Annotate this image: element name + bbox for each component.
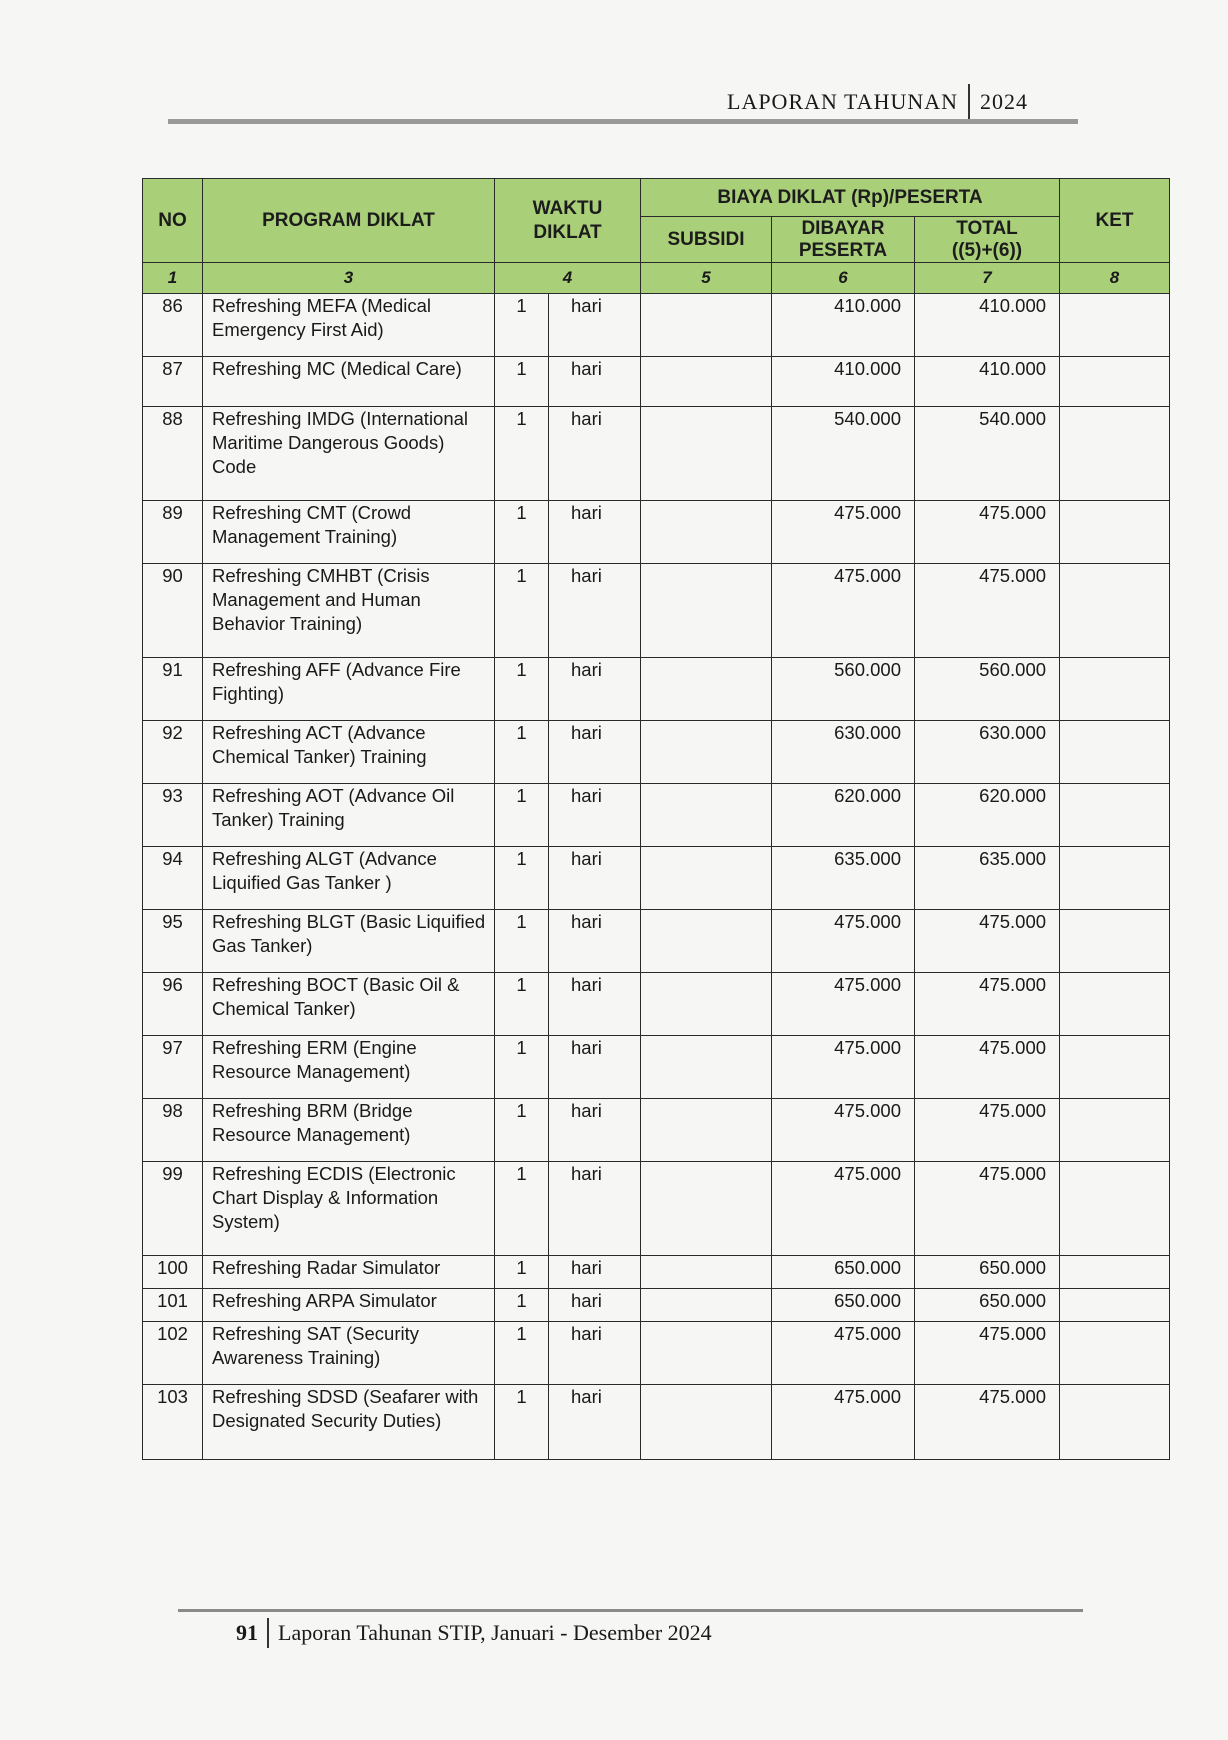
duration-qty: 1 bbox=[495, 1036, 549, 1099]
program-name: Refreshing ALGT (Advance Liquified Gas Tanker ) bbox=[203, 847, 495, 910]
duration-qty: 1 bbox=[495, 1322, 549, 1385]
header-title: LAPORAN TAHUNAN bbox=[727, 89, 959, 114]
duration-unit: hari bbox=[549, 564, 641, 658]
duration-unit: hari bbox=[549, 501, 641, 564]
subsidi-value bbox=[641, 1036, 772, 1099]
ket-value bbox=[1060, 501, 1170, 564]
total-value: 410.000 bbox=[915, 357, 1060, 407]
ket-value bbox=[1060, 1162, 1170, 1256]
duration-qty: 1 bbox=[495, 294, 549, 357]
dibayar-value: 475.000 bbox=[772, 973, 915, 1036]
table-body bbox=[143, 294, 1170, 1460]
ket-value bbox=[1060, 973, 1170, 1036]
subsidi-value bbox=[641, 1289, 772, 1322]
table-row bbox=[143, 1099, 1170, 1162]
row-number: 103 bbox=[143, 1385, 203, 1460]
ket-value bbox=[1060, 658, 1170, 721]
total-value: 635.000 bbox=[915, 847, 1060, 910]
dibayar-value: 475.000 bbox=[772, 564, 915, 658]
index-cell: 8 bbox=[1060, 263, 1170, 294]
duration-qty: 1 bbox=[495, 847, 549, 910]
index-cell: 3 bbox=[203, 263, 495, 294]
total-value: 630.000 bbox=[915, 721, 1060, 784]
subsidi-value bbox=[641, 1322, 772, 1385]
duration-qty: 1 bbox=[495, 658, 549, 721]
footer-page-number: 91 bbox=[236, 1620, 258, 1645]
program-name: Refreshing BOCT (Basic Oil & Chemical Tanker) bbox=[203, 973, 495, 1036]
total-value: 475.000 bbox=[915, 1099, 1060, 1162]
duration-unit: hari bbox=[549, 1256, 641, 1289]
subsidi-value bbox=[641, 910, 772, 973]
dibayar-value: 650.000 bbox=[772, 1256, 915, 1289]
ket-value bbox=[1060, 1256, 1170, 1289]
ket-value bbox=[1060, 1289, 1170, 1322]
program-name: Refreshing ACT (Advance Chemical Tanker) Training bbox=[203, 721, 495, 784]
total-value: 410.000 bbox=[915, 294, 1060, 357]
header-separator bbox=[968, 84, 970, 120]
ket-value bbox=[1060, 721, 1170, 784]
total-value: 475.000 bbox=[915, 1036, 1060, 1099]
dibayar-value: 475.000 bbox=[772, 910, 915, 973]
dibayar-value: 475.000 bbox=[772, 1162, 915, 1256]
subsidi-value bbox=[641, 847, 772, 910]
duration-qty: 1 bbox=[495, 564, 549, 658]
total-value: 475.000 bbox=[915, 501, 1060, 564]
duration-qty: 1 bbox=[495, 1385, 549, 1460]
table-row bbox=[143, 910, 1170, 973]
row-number: 98 bbox=[143, 1099, 203, 1162]
page-footer bbox=[236, 1618, 712, 1648]
table-row bbox=[143, 1322, 1170, 1385]
subsidi-value bbox=[641, 784, 772, 847]
duration-unit: hari bbox=[549, 1099, 641, 1162]
program-name: Refreshing AFF (Advance Fire Fighting) bbox=[203, 658, 495, 721]
ket-value bbox=[1060, 1036, 1170, 1099]
duration-unit: hari bbox=[549, 847, 641, 910]
header-year: 2024 bbox=[980, 89, 1029, 114]
program-name: Refreshing CMHBT (Crisis Management and Human Behavior Training) bbox=[203, 564, 495, 658]
dibayar-value: 475.000 bbox=[772, 1322, 915, 1385]
ket-value bbox=[1060, 294, 1170, 357]
dibayar-value: 630.000 bbox=[772, 721, 915, 784]
index-cell: 4 bbox=[495, 263, 641, 294]
subsidi-value bbox=[641, 721, 772, 784]
program-name: Refreshing MEFA (Medical Emergency First Aid) bbox=[203, 294, 495, 357]
dibayar-value: 410.000 bbox=[772, 357, 915, 407]
ket-value bbox=[1060, 407, 1170, 501]
program-name: Refreshing ERM (Engine Resource Management) bbox=[203, 1036, 495, 1099]
table-row bbox=[143, 564, 1170, 658]
duration-unit: hari bbox=[549, 1162, 641, 1256]
table-row bbox=[143, 1162, 1170, 1256]
duration-unit: hari bbox=[549, 294, 641, 357]
dibayar-value: 650.000 bbox=[772, 1289, 915, 1322]
header-rule bbox=[168, 119, 1078, 124]
index-cell: 7 bbox=[915, 263, 1060, 294]
row-number: 89 bbox=[143, 501, 203, 564]
ket-value bbox=[1060, 357, 1170, 407]
duration-unit: hari bbox=[549, 1289, 641, 1322]
row-number: 96 bbox=[143, 973, 203, 1036]
ket-value bbox=[1060, 1099, 1170, 1162]
header-waktu: WAKTU DIKLAT bbox=[495, 179, 641, 263]
header-total: TOTAL ((5)+(6)) bbox=[915, 217, 1060, 263]
row-number: 101 bbox=[143, 1289, 203, 1322]
duration-qty: 1 bbox=[495, 784, 549, 847]
page-header bbox=[727, 84, 1028, 120]
duration-unit: hari bbox=[549, 973, 641, 1036]
subsidi-value bbox=[641, 1256, 772, 1289]
total-value: 540.000 bbox=[915, 407, 1060, 501]
program-name: Refreshing IMDG (International Maritime Dangerous Goods) Code bbox=[203, 407, 495, 501]
duration-unit: hari bbox=[549, 357, 641, 407]
row-number: 88 bbox=[143, 407, 203, 501]
index-cell: 5 bbox=[641, 263, 772, 294]
ket-value bbox=[1060, 784, 1170, 847]
duration-unit: hari bbox=[549, 1322, 641, 1385]
total-value: 650.000 bbox=[915, 1256, 1060, 1289]
row-number: 97 bbox=[143, 1036, 203, 1099]
total-value: 475.000 bbox=[915, 1322, 1060, 1385]
table-row bbox=[143, 973, 1170, 1036]
table-row bbox=[143, 721, 1170, 784]
table-row bbox=[143, 501, 1170, 564]
total-value: 475.000 bbox=[915, 910, 1060, 973]
dibayar-value: 635.000 bbox=[772, 847, 915, 910]
duration-qty: 1 bbox=[495, 1256, 549, 1289]
header-biaya: BIAYA DIKLAT (Rp)/PESERTA bbox=[641, 179, 1060, 217]
row-number: 93 bbox=[143, 784, 203, 847]
ket-value bbox=[1060, 847, 1170, 910]
row-number: 91 bbox=[143, 658, 203, 721]
total-value: 620.000 bbox=[915, 784, 1060, 847]
footer-separator bbox=[267, 1618, 269, 1648]
row-number: 86 bbox=[143, 294, 203, 357]
index-cell: 1 bbox=[143, 263, 203, 294]
dibayar-value: 540.000 bbox=[772, 407, 915, 501]
header-subsidi: SUBSIDI bbox=[641, 217, 772, 263]
duration-qty: 1 bbox=[495, 501, 549, 564]
header-dibayar: DIBAYAR PESERTA bbox=[772, 217, 915, 263]
program-name: Refreshing AOT (Advance Oil Tanker) Training bbox=[203, 784, 495, 847]
subsidi-value bbox=[641, 357, 772, 407]
dibayar-value: 475.000 bbox=[772, 1099, 915, 1162]
table-row bbox=[143, 784, 1170, 847]
duration-unit: hari bbox=[549, 658, 641, 721]
program-name: Refreshing ARPA Simulator bbox=[203, 1289, 495, 1322]
duration-unit: hari bbox=[549, 721, 641, 784]
footer-text: Laporan Tahunan STIP, Januari - Desember 2024 bbox=[278, 1620, 712, 1645]
subsidi-value bbox=[641, 973, 772, 1036]
header-ket: KET bbox=[1060, 179, 1170, 263]
ket-value bbox=[1060, 910, 1170, 973]
duration-qty: 1 bbox=[495, 357, 549, 407]
subsidi-value bbox=[641, 1385, 772, 1460]
subsidi-value bbox=[641, 1099, 772, 1162]
header-program: PROGRAM DIKLAT bbox=[203, 179, 495, 263]
duration-unit: hari bbox=[549, 1385, 641, 1460]
footer-rule bbox=[178, 1609, 1083, 1612]
program-name: Refreshing BRM (Bridge Resource Management) bbox=[203, 1099, 495, 1162]
index-cell: 6 bbox=[772, 263, 915, 294]
program-name: Refreshing CMT (Crowd Management Training) bbox=[203, 501, 495, 564]
dibayar-value: 475.000 bbox=[772, 1036, 915, 1099]
duration-unit: hari bbox=[549, 784, 641, 847]
duration-qty: 1 bbox=[495, 1289, 549, 1322]
row-number: 100 bbox=[143, 1256, 203, 1289]
row-number: 94 bbox=[143, 847, 203, 910]
total-value: 475.000 bbox=[915, 1162, 1060, 1256]
program-name: Refreshing SAT (Security Awareness Training) bbox=[203, 1322, 495, 1385]
table-row bbox=[143, 1036, 1170, 1099]
dibayar-value: 475.000 bbox=[772, 1385, 915, 1460]
duration-qty: 1 bbox=[495, 1162, 549, 1256]
duration-qty: 1 bbox=[495, 1099, 549, 1162]
total-value: 475.000 bbox=[915, 564, 1060, 658]
program-name: Refreshing SDSD (Seafarer with Designated Security Duties) bbox=[203, 1385, 495, 1460]
program-name: Refreshing BLGT (Basic Liquified Gas Tanker) bbox=[203, 910, 495, 973]
ket-value bbox=[1060, 564, 1170, 658]
program-name: Refreshing ECDIS (Electronic Chart Display & Information System) bbox=[203, 1162, 495, 1256]
dibayar-value: 620.000 bbox=[772, 784, 915, 847]
duration-qty: 1 bbox=[495, 407, 549, 501]
duration-qty: 1 bbox=[495, 973, 549, 1036]
ket-value bbox=[1060, 1385, 1170, 1460]
dibayar-value: 410.000 bbox=[772, 294, 915, 357]
total-value: 560.000 bbox=[915, 658, 1060, 721]
row-number: 95 bbox=[143, 910, 203, 973]
training-cost-table bbox=[142, 178, 1170, 1460]
program-name: Refreshing Radar Simulator bbox=[203, 1256, 495, 1289]
duration-unit: hari bbox=[549, 910, 641, 973]
column-index-row bbox=[143, 263, 1170, 294]
duration-qty: 1 bbox=[495, 910, 549, 973]
row-number: 87 bbox=[143, 357, 203, 407]
row-number: 102 bbox=[143, 1322, 203, 1385]
duration-qty: 1 bbox=[495, 721, 549, 784]
table-row bbox=[143, 1289, 1170, 1322]
row-number: 90 bbox=[143, 564, 203, 658]
header-no: NO bbox=[143, 179, 203, 263]
ket-value bbox=[1060, 1322, 1170, 1385]
subsidi-value bbox=[641, 407, 772, 501]
program-name: Refreshing MC (Medical Care) bbox=[203, 357, 495, 407]
row-number: 99 bbox=[143, 1162, 203, 1256]
duration-unit: hari bbox=[549, 407, 641, 501]
subsidi-value bbox=[641, 294, 772, 357]
subsidi-value bbox=[641, 501, 772, 564]
subsidi-value bbox=[641, 658, 772, 721]
table-row bbox=[143, 1256, 1170, 1289]
table-row bbox=[143, 1385, 1170, 1460]
subsidi-value bbox=[641, 1162, 772, 1256]
dibayar-value: 560.000 bbox=[772, 658, 915, 721]
table-row bbox=[143, 294, 1170, 357]
total-value: 475.000 bbox=[915, 973, 1060, 1036]
duration-unit: hari bbox=[549, 1036, 641, 1099]
dibayar-value: 475.000 bbox=[772, 501, 915, 564]
total-value: 650.000 bbox=[915, 1289, 1060, 1322]
table-row bbox=[143, 658, 1170, 721]
row-number: 92 bbox=[143, 721, 203, 784]
table-row bbox=[143, 847, 1170, 910]
subsidi-value bbox=[641, 564, 772, 658]
table-row bbox=[143, 407, 1170, 501]
total-value: 475.000 bbox=[915, 1385, 1060, 1460]
table-row bbox=[143, 357, 1170, 407]
